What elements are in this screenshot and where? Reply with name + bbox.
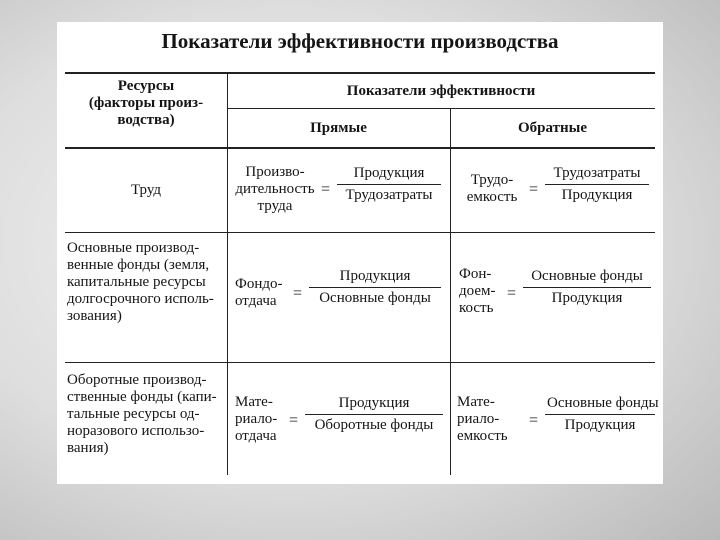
row-fixed-assets-resource: Основные производ- венные фонды (земля, капитальные ресурсы долгосрочного исполь- зования) [67, 240, 214, 324]
material-productivity-label: Мате- риало- отдача [235, 394, 278, 444]
header-inverse: Обратные [517, 120, 587, 136]
labor-intensity-equals: = [529, 181, 539, 198]
fraction-numerator: Продукция [305, 395, 443, 415]
capital-intensity-fraction [523, 268, 651, 307]
fraction-denominator: Трудозатраты [345, 187, 433, 203]
page-title: Показатели эффективности производства [161, 29, 559, 53]
table-top-rule [65, 72, 655, 74]
labor-intensity-label: Трудо- емкость [466, 172, 518, 205]
fraction-numerator: Продукция [309, 268, 441, 288]
capital-intensity-equals: = [507, 285, 517, 302]
column-divider-direct-inverse [450, 108, 451, 475]
material-productivity-fraction [305, 395, 443, 434]
header-bottom-rule [65, 147, 655, 149]
material-productivity-equals: = [289, 412, 299, 429]
header-indicators: Показатели эффективности [346, 83, 536, 99]
fraction-denominator: Основные фонды [319, 290, 431, 306]
header-split-rule [227, 108, 655, 109]
material-intensity-label: Мате- риало- емкость [457, 394, 508, 444]
fraction-numerator: Продукция [337, 165, 441, 185]
capital-productivity-fraction [309, 268, 441, 307]
capital-productivity-label: Фондо- отдача [235, 276, 283, 309]
material-intensity-fraction [545, 395, 659, 434]
fraction-numerator: Трудозатраты [545, 165, 649, 185]
labor-intensity-fraction [545, 165, 649, 204]
fraction-denominator: Продукция [551, 290, 623, 306]
header-direct: Прямые [310, 120, 367, 136]
document-page [57, 22, 663, 484]
row-divider-1 [65, 232, 655, 233]
capital-intensity-label: Фон- доем- кость [459, 266, 496, 316]
labor-productivity-fraction [337, 165, 441, 204]
header-resources: Ресурсы (факторы произ- водства) [88, 78, 204, 128]
fraction-denominator: Продукция [564, 417, 636, 433]
fraction-numerator: Основные фонды [523, 268, 651, 288]
material-intensity-equals: = [529, 412, 539, 429]
capital-productivity-equals: = [293, 285, 303, 302]
row-labor-resource: Труд [130, 182, 162, 198]
row-working-capital-resource: Оборотные производ- ственные фонды (капи- тальные ресурсы од- норазового использо- вания) [67, 372, 217, 456]
fraction-numerator: Основные фонды [545, 395, 655, 415]
row-divider-2 [65, 362, 655, 363]
labor-productivity-equals: = [321, 181, 331, 198]
fraction-denominator: Оборотные фонды [314, 417, 434, 433]
fraction-denominator: Продукция [561, 187, 633, 203]
labor-productivity-label: Произво- дительность труда [235, 164, 315, 214]
